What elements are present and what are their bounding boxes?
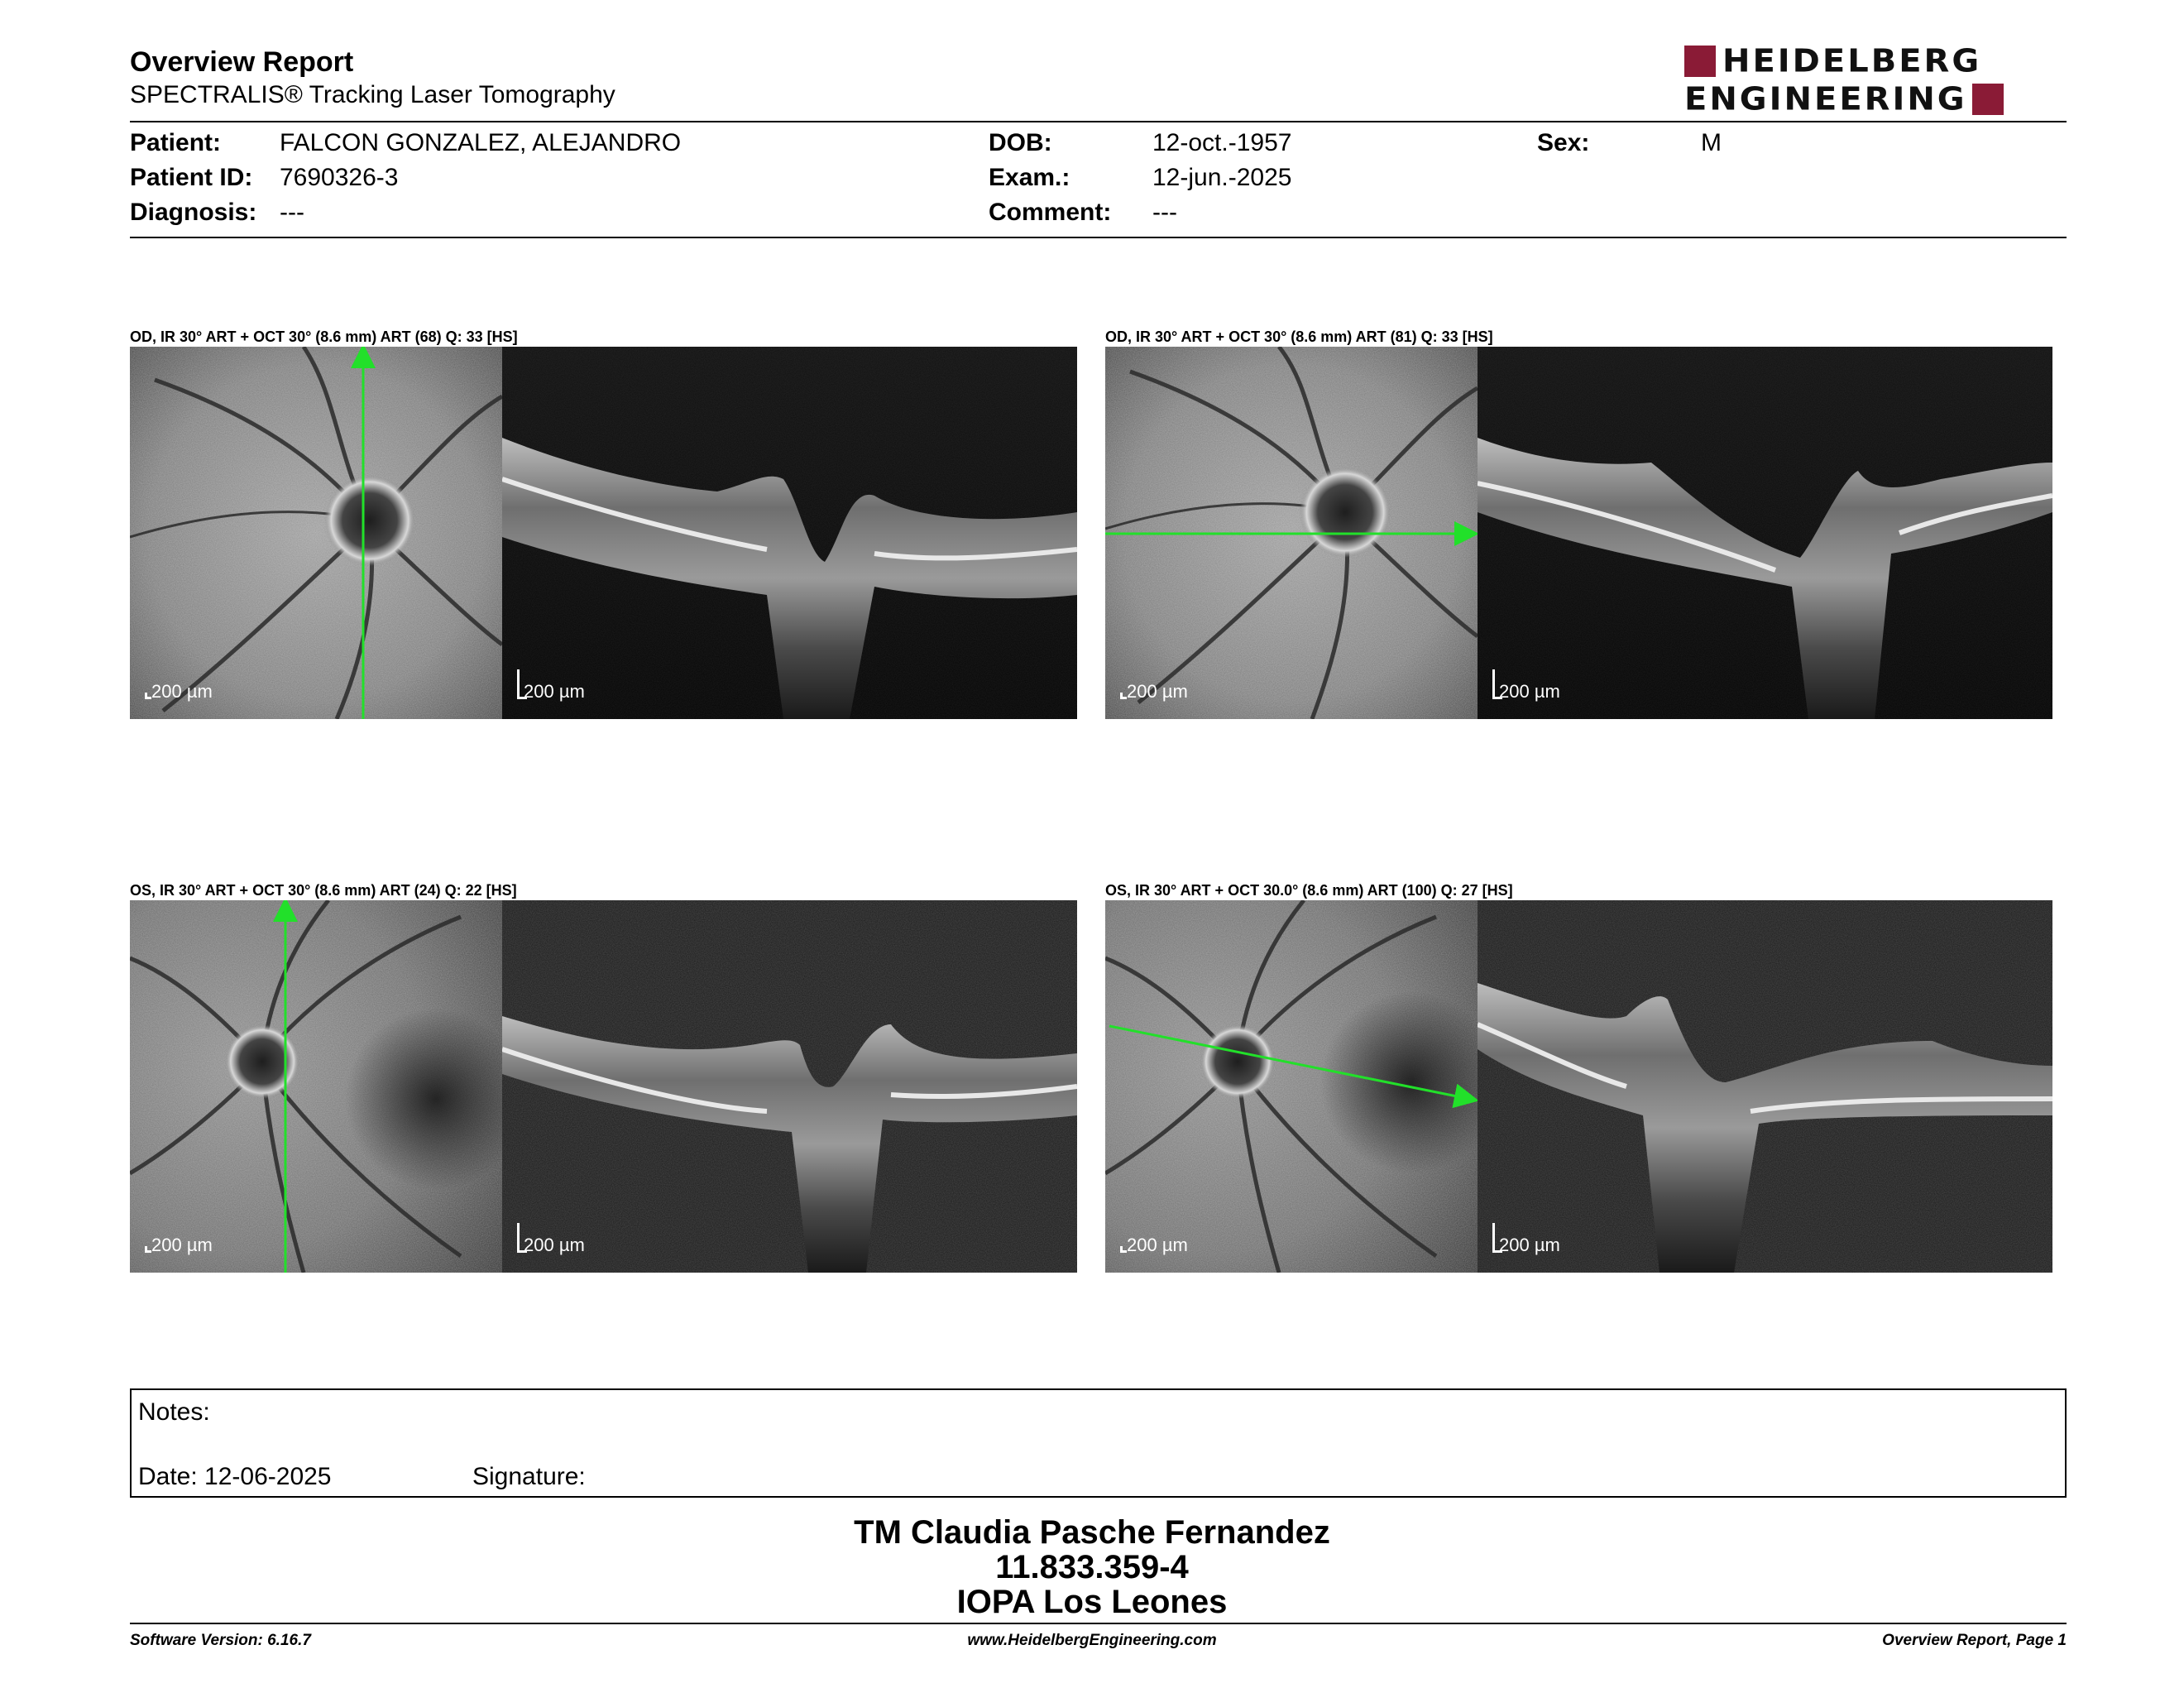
diagnosis-value: --- [280,199,304,226]
scan-line-oblique [1109,1026,1469,1099]
fundus-image-os-1[interactable] [130,900,502,1273]
logo-line-1: HEIDELBERG [1722,43,1982,79]
report-title: Overview Report [130,46,354,78]
heidelberg-logo [1684,43,2067,117]
patient-label: Patient: [130,129,222,156]
fundus-scale-os-2: 200 µm [1120,1235,1188,1256]
comment-value: --- [1152,199,1177,226]
scan-title-od-1: OD, IR 30° ART + OCT 30° (8.6 mm) ART (68) Q: 33 [HS] [130,328,518,345]
software-version: Software Version: 6.16.7 [130,1632,311,1649]
oct-bscan-os-2[interactable] [1478,900,2052,1273]
oct-bscan-od-1[interactable] [502,347,1077,719]
oct-bscan-os-1[interactable] [502,900,1077,1273]
scan-panel-od-2 [1105,347,2052,719]
patient-id: 7690326-3 [280,164,399,191]
scan-panel-os-2 [1105,900,2052,1273]
oct-scale-od-1: 200 µm [517,681,585,703]
scan-panel-os-1 [130,900,1077,1273]
diagnosis-label: Diagnosis: [130,199,257,226]
scan-title-od-2: OD, IR 30° ART + OCT 30° (8.6 mm) ART (81) Q: 33 [HS] [1105,328,1493,345]
notes-box[interactable] [130,1388,2067,1498]
scan-panel-od-1 [130,347,1077,719]
logo-line-2: ENGINEERING [1684,81,1967,117]
footer-divider [130,1623,2067,1624]
patient-name: FALCON GONZALEZ, ALEJANDRO [280,129,682,156]
dob-value: 12-oct.-1957 [1152,129,1292,156]
oct-scale-os-1: 200 µm [517,1235,585,1256]
signer-place: IOPA Los Leones [956,1584,1228,1620]
fundus-image-os-2[interactable] [1105,900,1478,1273]
exam-label: Exam.: [989,164,1070,191]
fundus-scale-od-2: 200 µm [1120,681,1188,703]
dob-label: DOB: [989,129,1052,156]
fundus-image-od-2[interactable] [1105,347,1478,719]
fundus-scale-os-1: 200 µm [145,1235,213,1256]
logo-square-icon [1684,46,1716,77]
notes-label: Notes: [138,1398,210,1426]
report-subtitle: SPECTRALIS® Tracking Laser Tomography [130,81,615,108]
signature-label: Signature: [472,1463,586,1490]
sex-value: M [1701,129,1722,156]
header-divider [130,121,2067,122]
logo-square-icon [1972,84,2004,115]
patient-id-label: Patient ID: [130,164,253,191]
oct-bscan-od-2[interactable] [1478,347,2052,719]
fundus-scale-od-1: 200 µm [145,681,213,703]
page-number: Overview Report, Page 1 [1882,1632,2067,1649]
website-link[interactable]: www.HeidelbergEngineering.com [967,1632,1217,1649]
signer-id: 11.833.359-4 [995,1549,1189,1585]
exam-date: 12-jun.-2025 [1152,164,1292,191]
oct-scale-os-2: 200 µm [1492,1235,1560,1256]
fundus-image-od-1[interactable] [130,347,502,719]
oct-scale-od-2: 200 µm [1492,681,1560,703]
patient-divider [130,237,2067,238]
signer-name: TM Claudia Pasche Fernandez [854,1514,1330,1551]
comment-label: Comment: [989,199,1112,226]
date-label: Date: 12-06-2025 [138,1463,332,1490]
scan-title-os-1: OS, IR 30° ART + OCT 30° (8.6 mm) ART (24) Q: 22 [HS] [130,882,517,899]
scan-title-os-2: OS, IR 30° ART + OCT 30.0° (8.6 mm) ART (100) Q: 27 [HS] [1105,882,1513,899]
sex-label: Sex: [1537,129,1590,156]
